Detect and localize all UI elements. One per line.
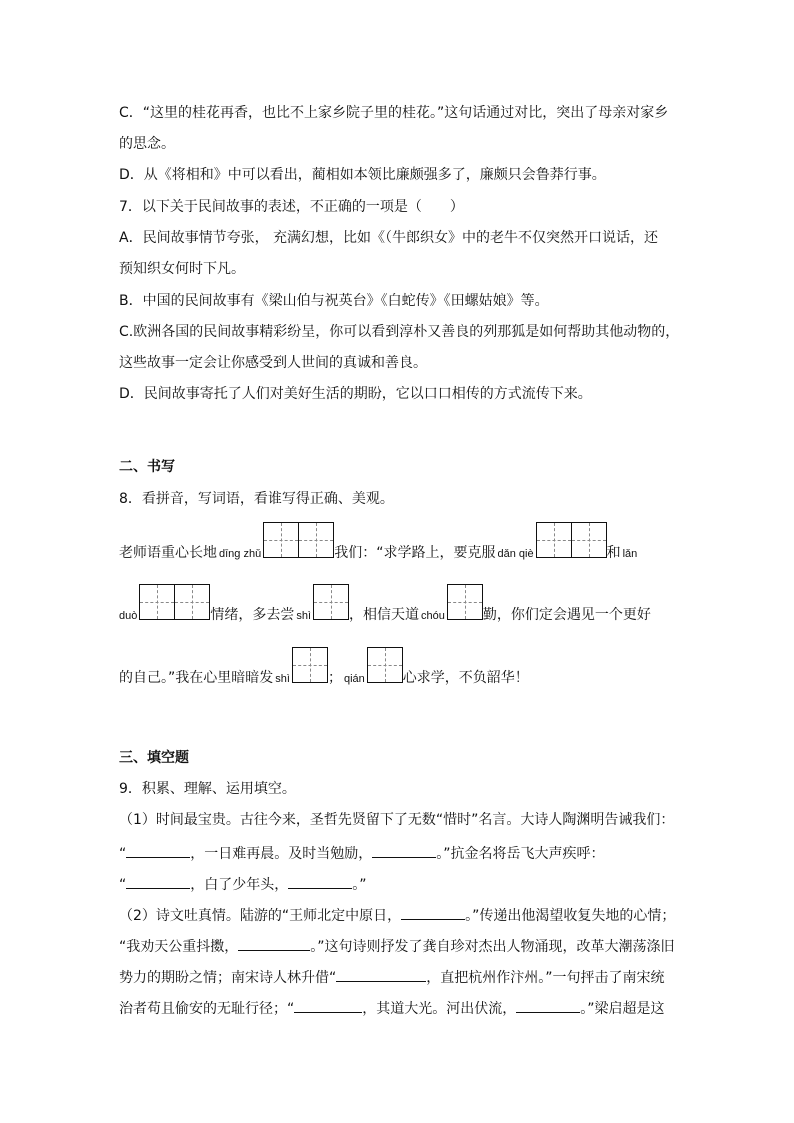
q8-text: 和 <box>606 545 621 561</box>
q9-text: 。”传递出他渴望收复失地的心情； <box>465 908 676 924</box>
pinyin-label: dīng zhǔ <box>219 548 262 560</box>
grid-cell[interactable] <box>447 584 483 620</box>
q7-option-a-line2: 预知织女何时下凡。 <box>119 261 245 277</box>
grid-cell[interactable] <box>536 522 572 558</box>
writing-grid[interactable] <box>139 584 209 635</box>
fill-blank[interactable] <box>372 842 436 858</box>
q8-line-3 <box>119 647 529 698</box>
fill-blank[interactable] <box>401 904 465 920</box>
grid-cell[interactable] <box>263 522 299 558</box>
q9-text: ，直把杭州作汴州。”一句抨击了南宋统 <box>426 970 665 986</box>
q9-text: “ <box>119 877 127 893</box>
fill-blank[interactable] <box>126 873 190 889</box>
q9-text: 治者苟且偷安的无耻行径；“ <box>119 1001 295 1017</box>
pinyin-label: shì <box>275 673 290 685</box>
q8-line-1 <box>119 522 639 573</box>
writing-grid[interactable] <box>292 647 327 698</box>
fill-blank[interactable] <box>336 966 426 982</box>
q9-part2-line1 <box>119 904 675 926</box>
fill-blank[interactable] <box>238 935 310 951</box>
pinyin-label: chóu <box>421 610 445 622</box>
grid-cell[interactable] <box>174 584 210 620</box>
fill-blank[interactable] <box>516 997 580 1013</box>
grid-cell[interactable] <box>298 522 334 558</box>
q8-text: 勤，你们定会遇见一个更好 <box>482 607 651 623</box>
grid-cell[interactable] <box>367 647 403 683</box>
q9-text: （2）诗文吐真情。陆游的“王师北定中原日， <box>119 908 402 924</box>
q9-part1-line3 <box>119 873 367 895</box>
q8-text: ，相信天道 <box>349 607 420 623</box>
q9-text: ，白了少年头， <box>190 877 289 893</box>
fill-blank[interactable] <box>288 873 352 889</box>
q9-part2-line3 <box>119 966 665 988</box>
q9-part2-line2 <box>119 935 675 957</box>
q8-text: ； <box>327 670 342 686</box>
writing-grid[interactable] <box>313 584 348 635</box>
pinyin-label: qián <box>343 673 365 685</box>
q9-text: 。”梁启超是这 <box>580 1001 665 1017</box>
grid-cell[interactable] <box>571 522 607 558</box>
grid-cell[interactable] <box>292 647 328 683</box>
q9-part2-line4 <box>119 997 665 1019</box>
q8-text: 情绪，多去尝 <box>210 607 295 623</box>
q9-text: 。”抗金名将岳飞大声疾呼： <box>436 846 605 862</box>
writing-grid[interactable] <box>263 522 333 573</box>
q9-text: “我劝天公重抖擞， <box>119 939 239 955</box>
q9-part1-line1: （1）时间最宝贵。古往今来，圣哲先贤留下了无数“惜时”名言。大诗人陶渊明告诫我们： <box>119 812 675 828</box>
q9-text: 。”这句诗则抒发了龚自珍对杰出人物涌现，改革大潮荡涤旧 <box>310 939 675 955</box>
q7-option-c-line2: 这些故事一定会让你感受到人世间的真诚和善良。 <box>119 355 427 371</box>
q6-option-d: D．从《将相和》中可以看出，蔺相如本领比廉颇强多了，廉颇只会鲁莽行事。 <box>119 167 606 183</box>
fill-blank[interactable] <box>126 842 190 858</box>
q7-option-a-line1: A．民间故事情节夸张， 充满幻想，比如《（牛郎织女》中的老牛不仅突然开口说话，还 <box>119 230 659 246</box>
writing-grid[interactable] <box>367 647 402 698</box>
pinyin-label: duò <box>119 610 138 622</box>
grid-cell[interactable] <box>313 584 349 620</box>
pinyin-label: lǎn <box>622 548 638 560</box>
q9-text: “ <box>119 846 127 862</box>
q9-part1-line2 <box>119 842 605 864</box>
q6-option-c-line2: 的思念。 <box>119 136 175 152</box>
q8-line-2 <box>119 584 651 635</box>
writing-grid[interactable] <box>536 522 606 573</box>
q9-text: 。” <box>352 877 367 893</box>
section-3-heading: 三、填空题 <box>119 750 189 766</box>
q7-option-d: D．民间故事寄托了人们对美好生活的期盼，它以口口相传的方式流传下来。 <box>119 386 592 402</box>
writing-grid[interactable] <box>447 584 482 635</box>
q8-text: 心求学，不负韶华！ <box>402 670 529 686</box>
q8-text: 老师语重心长地 <box>119 545 217 561</box>
q9-text: 势力的期盼之情；南宋诗人林升借“ <box>119 970 337 986</box>
section-2-heading: 二、书写 <box>119 459 175 475</box>
q9-text: ，其道大光。河出伏流， <box>362 1001 517 1017</box>
q8-text: 的自己。”我在心里暗暗发 <box>119 670 274 686</box>
q6-option-c-line1: C．“这里的桂花再香，也比不上家乡院子里的桂花。”这句话通过对比，突出了母亲对家乡 <box>119 105 669 121</box>
q8-text: 我们：“求学路上，要克服 <box>334 545 496 561</box>
pinyin-label: dǎn qiè <box>497 548 534 560</box>
q7-stem: 7．以下关于民间故事的表述，不正确的一项是（ ） <box>119 199 464 215</box>
q7-option-b: B．中国的民间故事有《梁山伯与祝英台》《白蛇传》《田螺姑娘》等。 <box>119 293 549 309</box>
q7-option-c-line1: C.欧洲各国的民间故事精彩纷呈，你可以看到淳朴又善良的列那狐是如何帮助其他动物的， <box>119 324 680 340</box>
q8-stem: 8．看拼音，写词语，看谁写得正确、美观。 <box>119 491 394 507</box>
q9-stem: 9．积累、理解、运用填空。 <box>119 781 296 797</box>
q9-text: ，一日难再晨。及时当勉励， <box>190 846 373 862</box>
grid-cell[interactable] <box>139 584 175 620</box>
fill-blank[interactable] <box>294 997 362 1013</box>
pinyin-label: shì <box>296 610 312 622</box>
